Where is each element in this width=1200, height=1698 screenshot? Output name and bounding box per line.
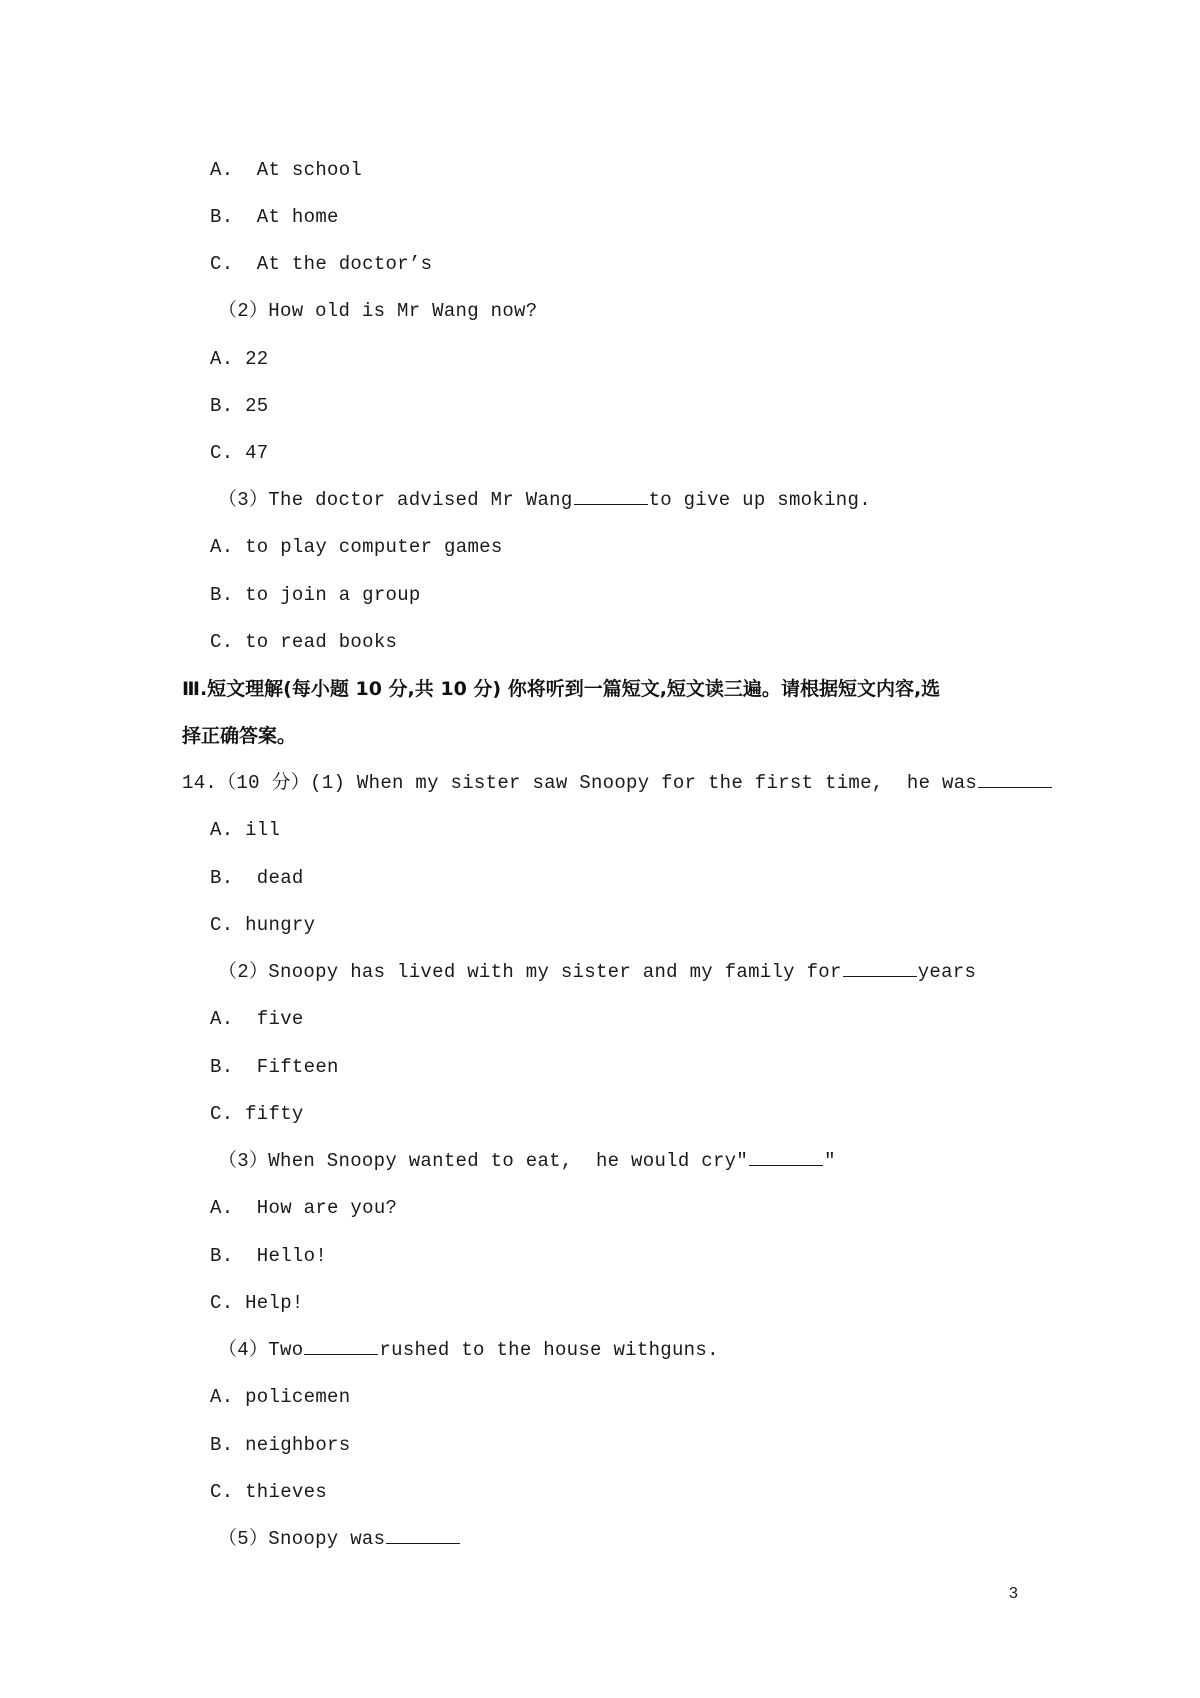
question-14-part-4: [218, 1338, 719, 1362]
option-b-dead: B. dead: [210, 867, 304, 889]
option-c-47: C. 47: [210, 442, 269, 464]
option-c-hungry: C. hungry: [210, 914, 316, 936]
question-3-doctor-advised: [218, 488, 871, 512]
question-text-end: years: [917, 961, 977, 983]
option-c-thieves: C. thieves: [210, 1481, 328, 1503]
option-b-fifteen: B. Fifteen: [210, 1056, 339, 1078]
option-a-policemen: A. policemen: [210, 1386, 351, 1408]
option-b-hello: B. Hello!: [210, 1245, 328, 1267]
question-3-text-end: to give up smoking.: [648, 489, 871, 511]
option-a-five: A. five: [210, 1008, 304, 1030]
question-3-text-start: （3）The doctor advised Mr Wang: [218, 489, 573, 511]
question-14-text: 14.（10 分）(1) When my sister saw Snoopy for the first time, he was: [182, 772, 978, 794]
question-text-end: ": [824, 1150, 836, 1172]
question-14-part-2: [218, 960, 976, 984]
answer-blank: [574, 503, 648, 505]
answer-blank: [749, 1164, 823, 1166]
section-heading-line-1: Ⅲ.短文理解(每小题 10 分,共 10 分) 你将听到一篇短文,短文读三遍。请根据短文内容,选: [182, 678, 941, 700]
option-a-22: A. 22: [210, 348, 269, 370]
page-number: 3: [1009, 1585, 1018, 1602]
question-text-start: （4）Two: [218, 1339, 304, 1361]
option-b-at-home: B. At home: [210, 206, 339, 228]
answer-blank: [304, 1353, 378, 1355]
question-14-part-5: [218, 1527, 461, 1551]
option-c-help: C. Help!: [210, 1292, 304, 1314]
question-text-start: （5）Snoopy was: [218, 1528, 386, 1550]
question-text-start: （3）When Snoopy wanted to eat, he would cry": [218, 1150, 749, 1172]
answer-blank: [843, 975, 917, 977]
option-b-neighbors: B. neighbors: [210, 1434, 351, 1456]
answer-blank: [386, 1542, 460, 1544]
option-a-at-school: A. At school: [210, 159, 363, 181]
question-text-end: rushed to the house withguns.: [379, 1339, 719, 1361]
option-a-ill: A. ill: [210, 819, 281, 841]
option-b-25: B. 25: [210, 395, 269, 417]
option-a-how-are-you: A. How are you?: [210, 1197, 398, 1219]
option-c-fifty: C. fifty: [210, 1103, 304, 1125]
option-c-read-books: C. to read books: [210, 631, 398, 653]
option-c-at-the-doctors: C. At the doctor’s: [210, 253, 433, 275]
question-2-how-old: （2）How old is Mr Wang now?: [218, 300, 538, 322]
answer-blank: [978, 786, 1052, 788]
section-heading-line-2: 择正确答案。: [182, 725, 297, 747]
question-14-part-3: [218, 1149, 836, 1173]
question-text-start: （2）Snoopy has lived with my sister and my family for: [218, 961, 842, 983]
option-b-join-group: B. to join a group: [210, 584, 421, 606]
question-14-part-1: [182, 771, 1053, 795]
option-a-computer-games: A. to play computer games: [210, 536, 503, 558]
